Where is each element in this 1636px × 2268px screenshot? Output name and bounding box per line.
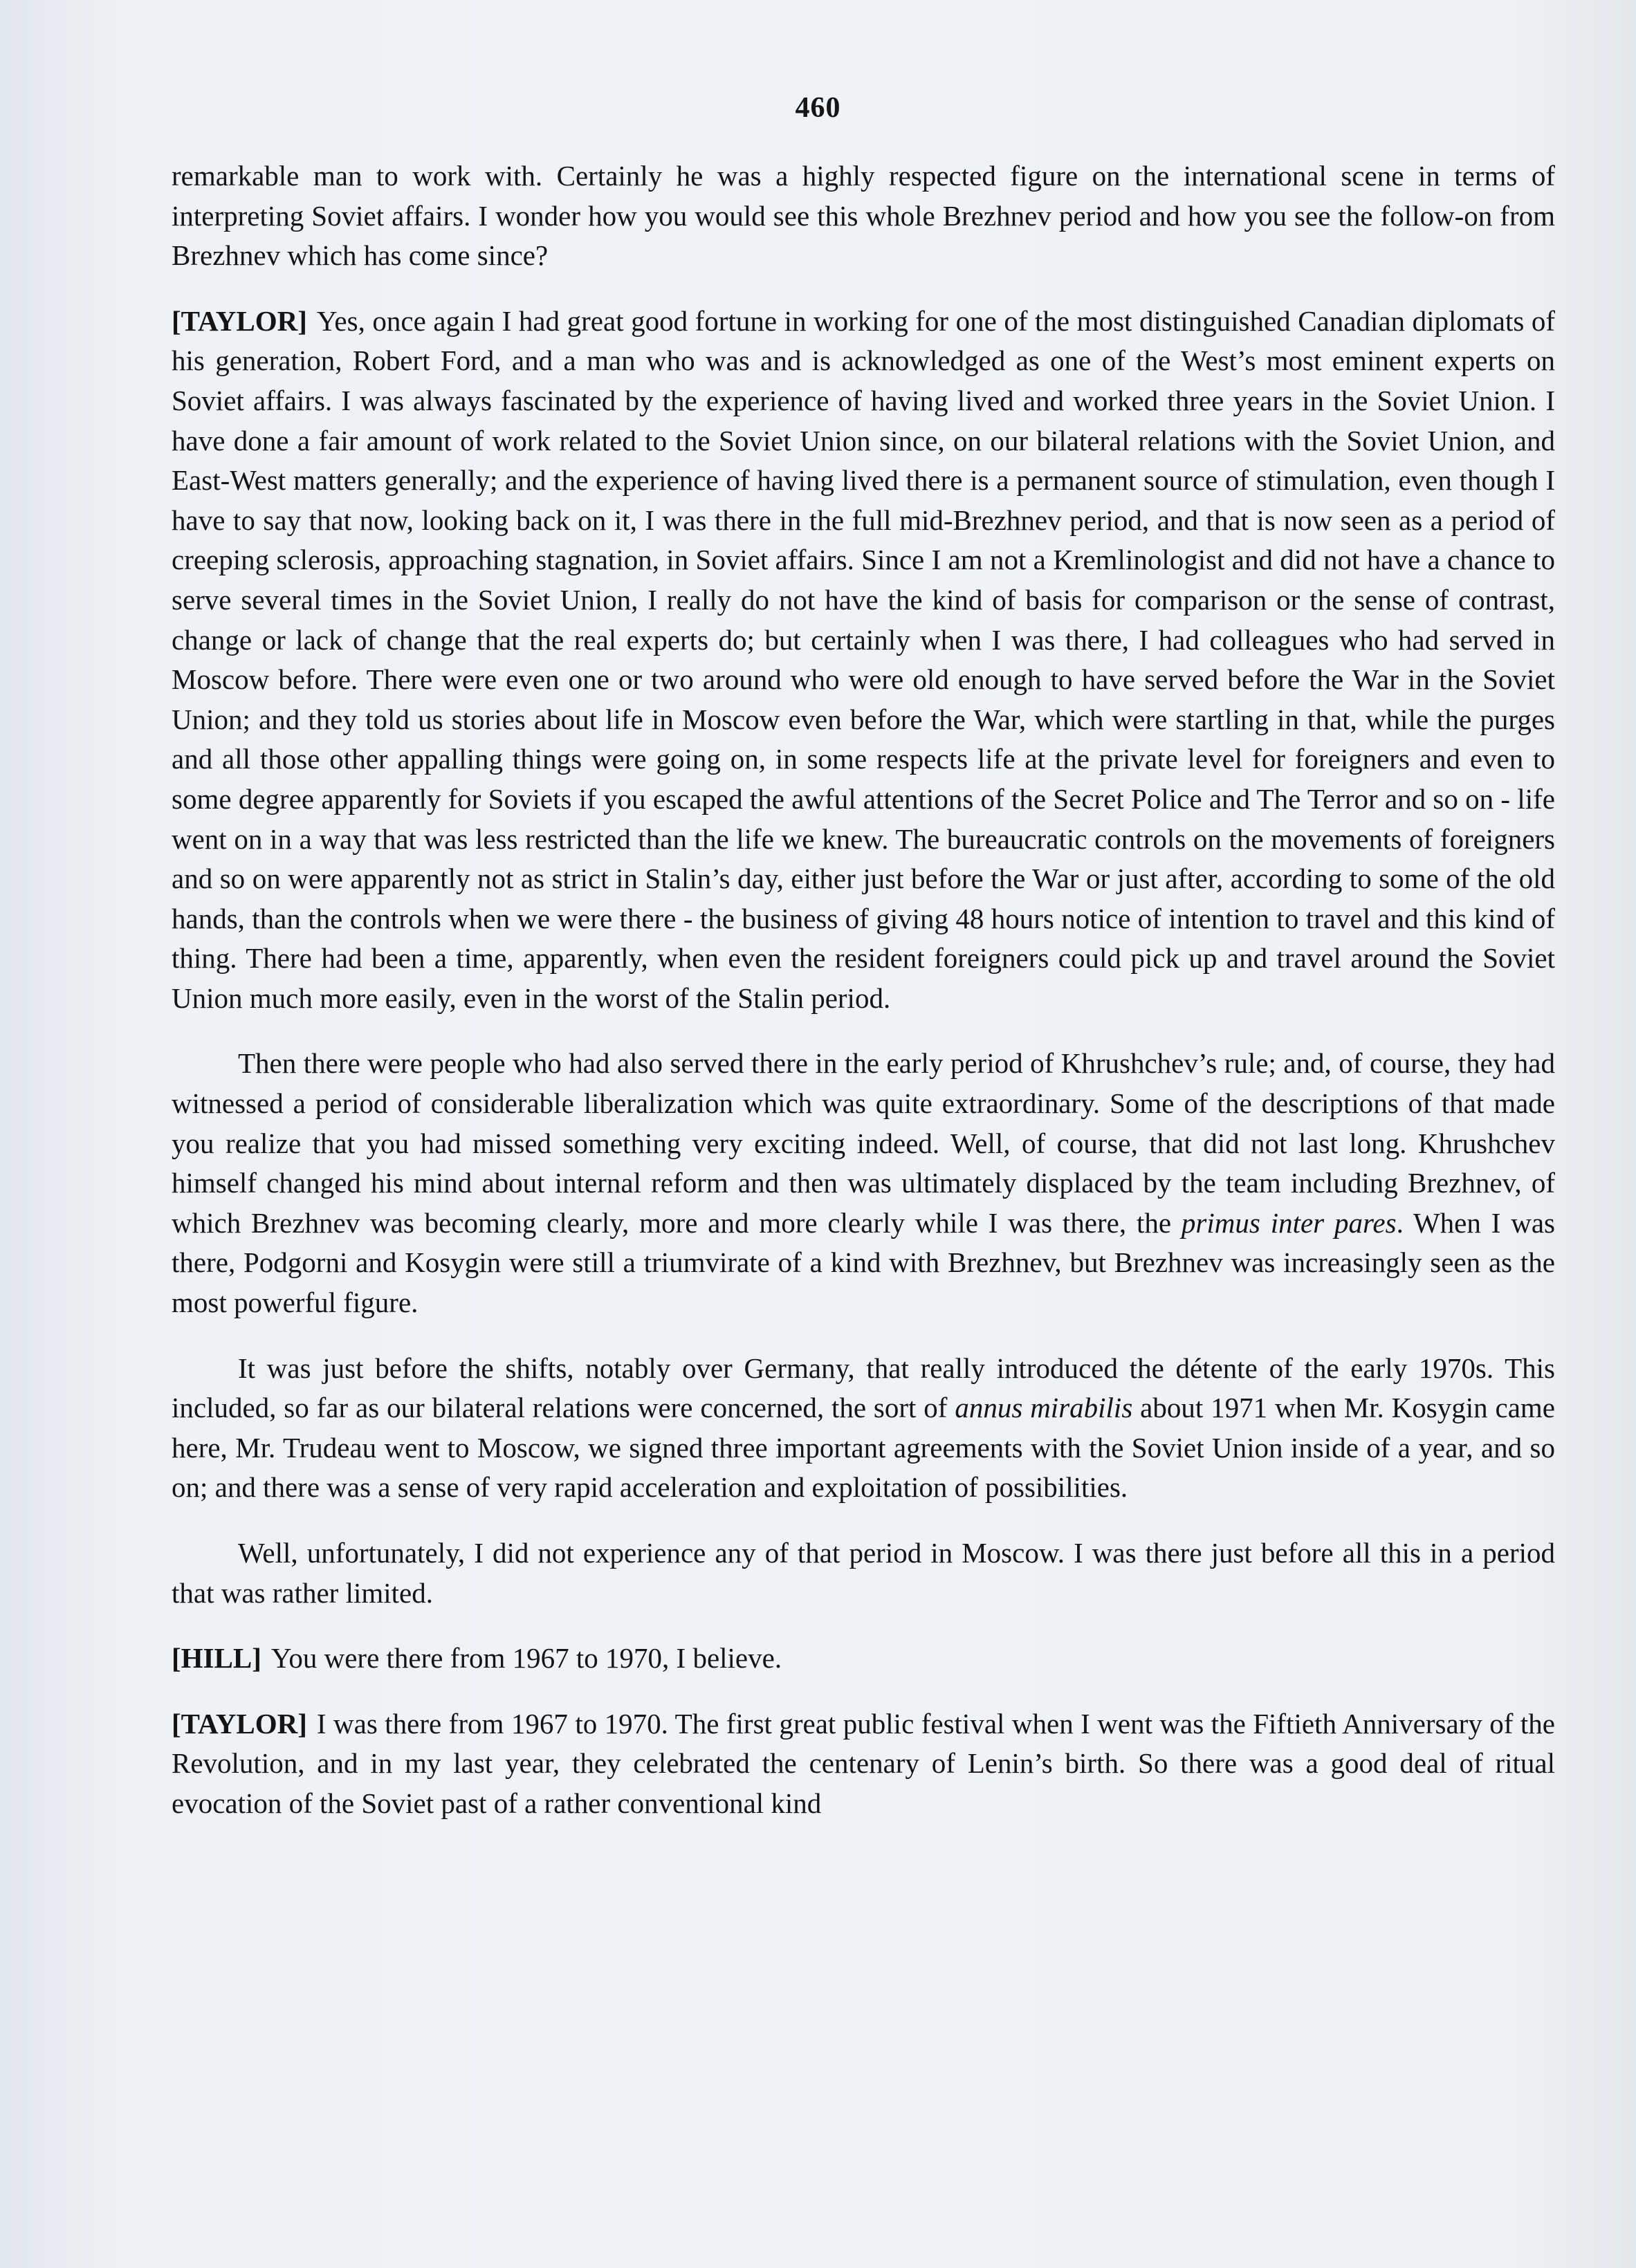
paragraph-text: about 1971 when Mr. Kosygin came here, Mr. Trudeau went to Moscow, we signed three important agreements with the Soviet Union inside of a year, and so on; and there was a sense of very rapid acceleration and exploitation of possibilities.: [172, 1392, 1555, 1504]
speaker-label: [TAYLOR]: [172, 1707, 307, 1740]
paragraph-text: It was just before the shifts, notably over Germany, that really introduced the détente of the early 1970s. This included, so far as our bilateral relations were concerned, the sort of: [172, 1352, 1555, 1424]
paragraph-text: . When I was there, Podgorni and Kosygin were still a triumvirate of a kind with Brezhnev, but Brezhnev was increasingly seen as the most powerful figure.: [172, 1206, 1556, 1319]
page-number: 460: [795, 92, 841, 124]
paragraph: [172, 1639, 1555, 1679]
paragraph: [172, 156, 1555, 276]
paragraph: [172, 302, 1555, 1019]
paragraph: [172, 1349, 1555, 1508]
paragraph-text: Yes, once again I had great good fortune in working for one of the most distinguished Canadian diplomats of his generation, Robert Ford, and a man who was and is acknowledged as one of the West’s most eminent experts on Soviet affairs. I was always fascinated by the experience of having lived and worked three years in the Soviet Union. I have done a fair amount of work related to the Soviet Union since, on our bilateral relations with the Soviet Union, and East-West matters generally; and the experience of having lived there is a permanent source of stimulation, even though I have to say that now, looking back on it, I was there in the full mid-Brezhnev period, and that is now seen as a period of creeping sclerosis, approaching stagnation, in Soviet affairs. Since I am not a Kremlinologist and did not have a chance to serve several times in the Soviet Union, I really do not have the kind of basis for comparison or the sense of contrast, change or lack of change that the real experts do; but certainly when I was there, I had colleagues who had served in Moscow before. There were even one or two around who were old enough to have served before the War in the Soviet Union; and they told us stories about life in Moscow even before the War, which were startling in that, while the purges and all those other appalling things were going on, in some respects life at the private level for foreigners and even to some degree apparently for Soviets if you escaped the awful attentions of the Secret Police and The Terror and so on - life went on in a way that was less restricted than the life we knew. The bureaucratic controls on the movements of foreigners and so on were apparently not as strict in Stalin’s day, either just before the War or just after, according to some of the old hands, than the controls when we were there - the business of giving 48 hours notice of intention to travel and this kind of thing. There had been a time, apparently, when even the resident foreigners could pick up and travel around the Soviet Union much more easily, even in the worst of the Stalin period.: [172, 304, 1555, 1014]
transcript-body: [172, 156, 1555, 1850]
italic-phrase: primus inter pares: [1181, 1206, 1397, 1239]
paragraph: [172, 1704, 1555, 1824]
paragraph: [172, 1533, 1555, 1613]
speaker-label: [HILL]: [172, 1642, 261, 1675]
paragraph-text: Well, unfortunately, I did not experience any of that period in Moscow. I was there just before all this in a period that was rather limited.: [172, 1537, 1555, 1609]
speaker-label: [TAYLOR]: [172, 304, 307, 337]
paragraph-text: Then there were people who had also served there in the early period of Khrushchev’s rule; and, of course, they had witnessed a period of considerable liberalization which was quite extraordinary. Some of the descriptions of that made you realize that you had missed something very exciting indeed. Well, of course, that did not last long. Khrushchev himself changed his mind about internal reform and then was ultimately displaced by the team including Brezhnev, of which Brezhnev was becoming clearly, more and more clearly while I was there, the: [172, 1047, 1555, 1239]
paragraph-text: remarkable man to work with. Certainly he was a highly respected figure on the international scene in terms of interpreting Soviet affairs. I wonder how you would see this whole Brezhnev period and how you see the follow-on from Brezhnev which has come since?: [172, 160, 1555, 272]
italic-phrase: annus mirabilis: [955, 1392, 1133, 1424]
paragraph-text: I was there from 1967 to 1970. The first great public festival when I went was the Fiftieth Anniversary of the Revolution, and in my last year, they celebrated the centenary of Lenin’s birth. So there was a good deal of ritual evocation of the Soviet past of a rather conventional kind: [172, 1707, 1555, 1819]
paragraph-text: You were there from 1967 to 1970, I believe.: [270, 1642, 782, 1675]
paragraph: [172, 1044, 1555, 1322]
